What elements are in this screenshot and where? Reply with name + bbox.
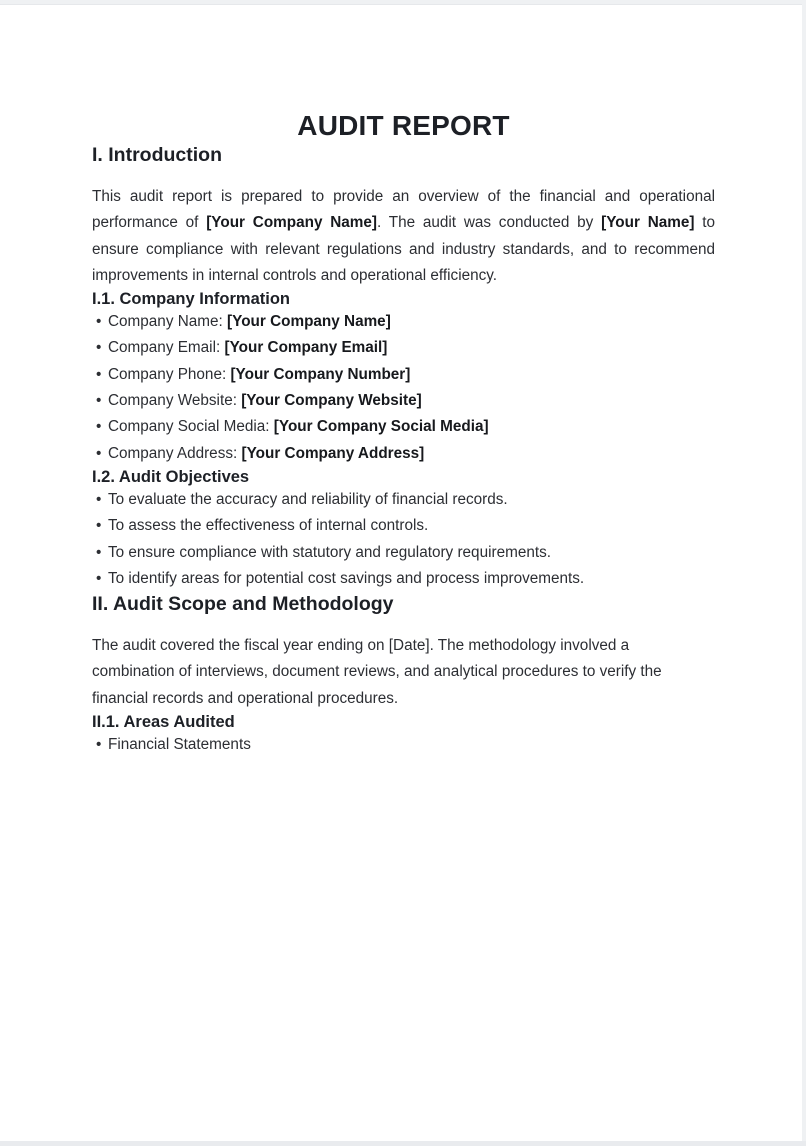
list-item: • To evaluate the accuracy and reliability of financial records.: [92, 487, 715, 513]
item-label: Company Address:: [108, 444, 238, 462]
list-item: [92, 441, 715, 467]
item-placeholder-value: [Your Company Name]: [227, 313, 391, 331]
paragraph-text: . The audit was conducted by: [377, 214, 602, 232]
item-label: Company Name:: [108, 313, 223, 331]
list-item: • To assess the effectiveness of internal controls.: [92, 513, 715, 539]
paragraph-text: This audit report is prepared to provide an overview of the financial and operational performance of: [92, 188, 715, 232]
item-label: Company Phone:: [108, 365, 227, 383]
item-placeholder-value: [Your Company Number]: [230, 365, 411, 383]
company-info-list: [92, 309, 715, 467]
item-label: Company Social Media:: [108, 418, 270, 436]
viewport-bottom-edge: [0, 1141, 806, 1146]
list-item: [92, 309, 715, 335]
placeholder-company-name: [Your Company Name]: [206, 214, 377, 232]
page-title: AUDIT REPORT: [297, 110, 510, 141]
item-label: Company Website:: [108, 392, 237, 410]
list-item: • Financial Statements: [92, 732, 715, 758]
paragraph-text: to ensure compliance with relevant regulations and industry standards, and to recommend improvements in internal controls and operational efficiency.: [92, 214, 715, 284]
subsection-heading-areas-audited: II.1. Areas Audited: [92, 713, 235, 732]
scope-paragraph: The audit covered the fiscal year ending on [Date]. The methodology involved a combination of interviews, document reviews, and analytical procedures to verify the financial records and operational procedures.: [92, 637, 662, 707]
list-item: • To ensure compliance with statutory and regulatory requirements.: [92, 540, 715, 566]
document-page: [92, 0, 715, 758]
scrollbar-track[interactable]: [802, 4, 806, 1141]
item-placeholder-value: [Your Company Address]: [241, 444, 425, 462]
audit-objectives-list: [92, 487, 715, 592]
item-placeholder-value: [Your Company Social Media]: [273, 418, 489, 436]
section-heading-audit-scope: II. Audit Scope and Methodology: [92, 593, 394, 616]
list-item: • To identify areas for potential cost savings and process improvements.: [92, 566, 715, 592]
list-item: [92, 388, 715, 414]
areas-audited-list: [92, 732, 715, 758]
placeholder-your-name: [Your Name]: [601, 214, 695, 232]
subsection-heading-company-information: I.1. Company Information: [92, 290, 291, 309]
list-item: [92, 414, 715, 440]
subsection-heading-audit-objectives: I.2. Audit Objectives: [92, 467, 250, 486]
item-label: Company Email:: [108, 339, 221, 357]
item-placeholder-value: [Your Company Email]: [224, 339, 388, 357]
section-heading-introduction: I. Introduction: [92, 144, 222, 166]
item-placeholder-value: [Your Company Website]: [241, 392, 422, 410]
introduction-paragraph: [92, 184, 715, 289]
list-item: [92, 362, 715, 388]
list-item: [92, 335, 715, 361]
